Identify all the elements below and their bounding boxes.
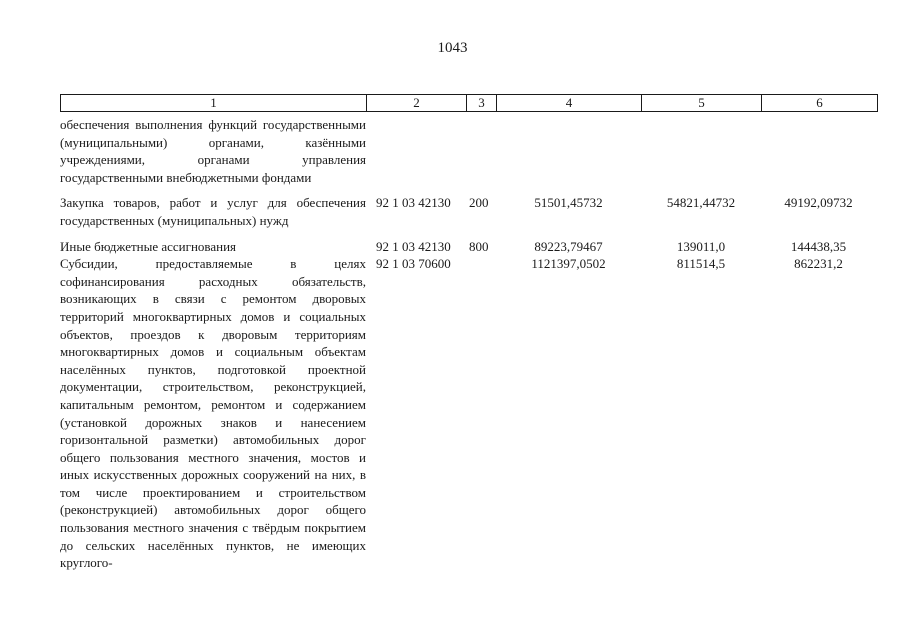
row-code: 92 1 03 42130 [376,195,451,211]
header-col-2: 2 [367,95,467,111]
header-col-3: 3 [467,95,497,111]
row-type: 800 [469,238,489,254]
table-header [60,94,878,112]
row-value-2: 811514,5 [676,256,726,272]
header-col-5: 5 [642,95,762,111]
row-name: обеспечения выполнения функций государственными (муниципальными) органами, казёнными учреждениями, органами управления государственными внебюджетными фондами [60,117,366,185]
header-col-4: 4 [497,95,642,111]
row-value-3 [761,116,876,186]
table-row [60,255,876,572]
row-name: Иные бюджетные ассигнования [60,238,237,254]
row-value-2 [641,116,761,186]
page-number: 1043 [437,40,468,56]
row-value-1: 1121397,0502 [531,256,606,272]
row-code: 92 1 03 42130 [376,238,451,254]
row-value-1: 89223,79467 [534,238,603,254]
row-type [466,255,496,572]
row-code [366,116,466,186]
table-row [60,116,876,186]
row-value-3: 144438,35 [790,238,847,254]
header-col-6: 6 [816,95,823,110]
row-value-1: 51501,45732 [534,195,603,211]
header-col-1: 1 [61,95,367,111]
row-value-1 [496,116,641,186]
row-type [466,116,496,186]
row-name: Закупка товаров, работ и услуг для обеспечения государственных (муниципальных) нужд [60,195,366,228]
row-value-3: 862231,2 [794,256,843,272]
row-value-3: 49192,09732 [784,195,853,211]
row-value-2: 139011,0 [676,238,726,254]
table-row [60,194,876,229]
row-name: Субсидии, предоставляемые в целях софинансирования расходных обязательств, возникающих в связи с ремонтом дворовых территорий многоквартирных домов и социальных объектов, проездов к дворовым территориям многоквартирных домов и социальным объектам населённых пунктов, подготовкой проектной документации, строительством, реконструкцией, капитальным ремонтом, ремонтом и содержанием (установкой дорожных знаков и нанесением горизонтальной разметки) автомобильных дорог общего пользования местного значения, мостов и иных искусственных дорожных сооружений на них, в том числе проектированием и строительством (реконструкцией) автомобильных дорог общего пользования местного значения с твёрдым покрытием до сельских населённых пунктов, не имеющих круглого- [60,256,366,571]
table-body [60,116,876,572]
table-row [60,238,876,256]
row-type: 200 [469,195,489,211]
row-value-2: 54821,44732 [666,195,736,211]
row-code: 92 1 03 70600 [376,256,451,272]
